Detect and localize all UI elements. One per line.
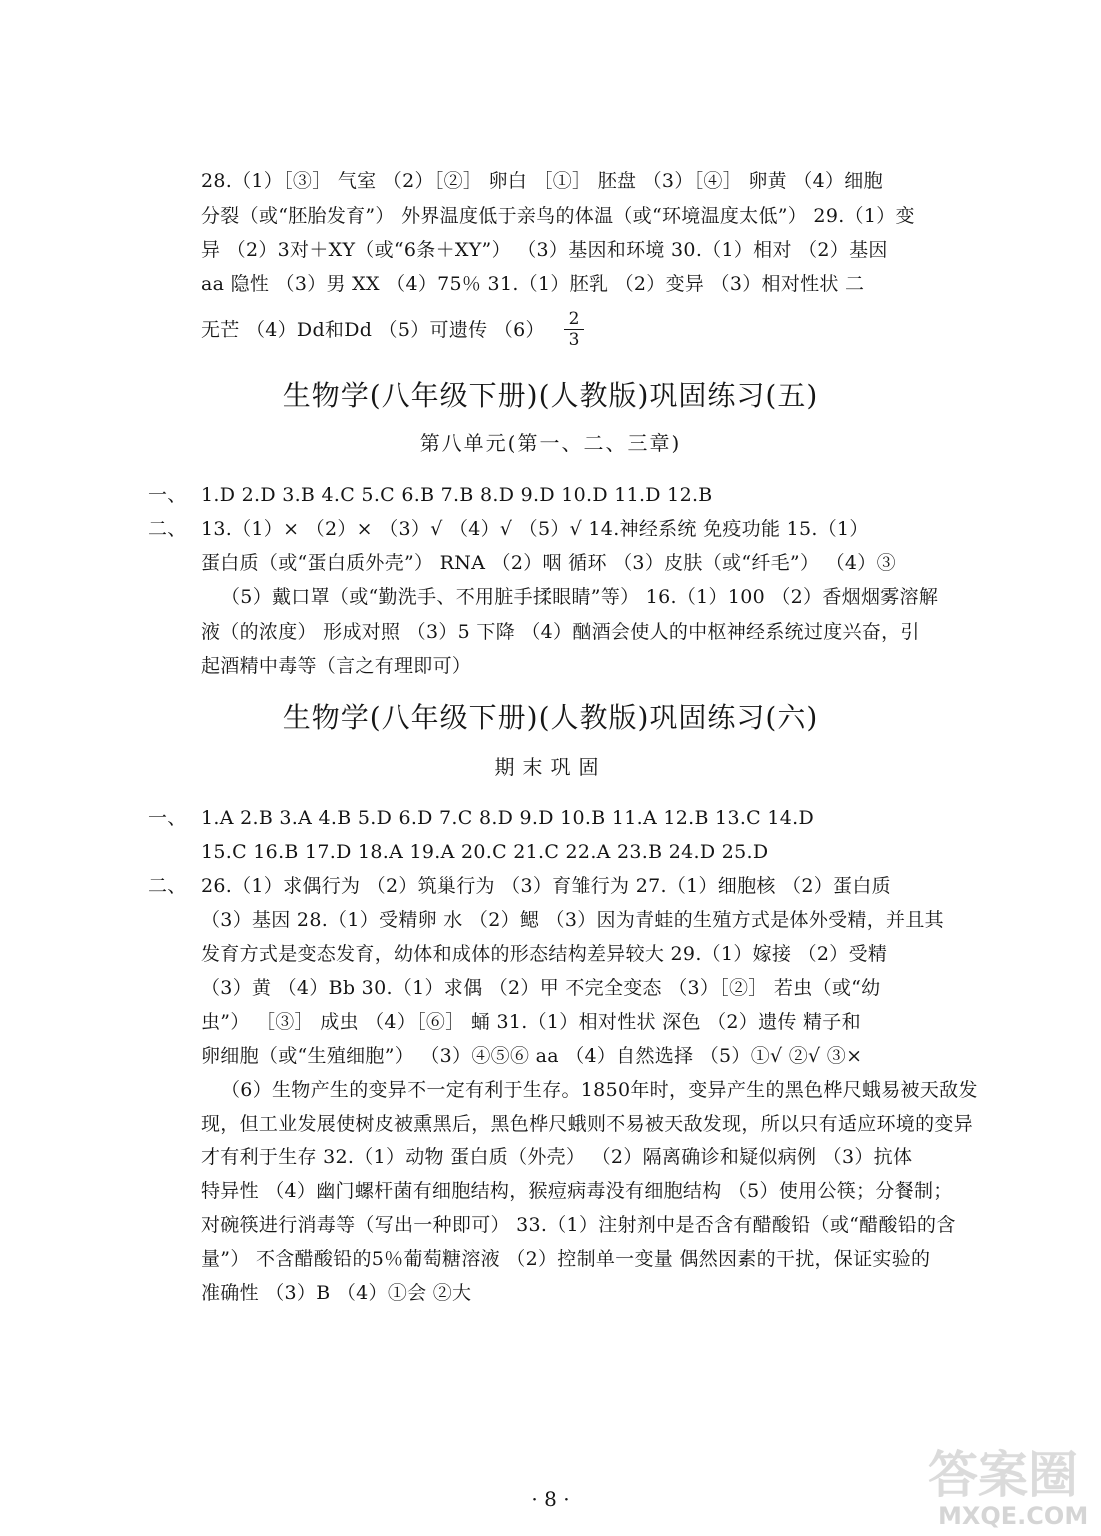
section6-subtitle: 期末巩固 bbox=[494, 755, 607, 779]
watermark-site-text: MXQE.COM bbox=[938, 1502, 1089, 1530]
watermark-logo-icon bbox=[924, 1434, 1094, 1530]
part-label: 二、 bbox=[148, 875, 187, 897]
fraction-two-thirds bbox=[564, 310, 584, 349]
watermark-logo-text: 答案圈 bbox=[928, 1446, 1078, 1504]
part-label: 一、 bbox=[148, 484, 187, 506]
part-label: 二、 bbox=[148, 518, 187, 540]
fraction-denominator: 3 bbox=[568, 330, 580, 350]
fraction-numerator: 2 bbox=[568, 309, 580, 329]
section5-subtitle: 第八单元(第一、二、三章) bbox=[419, 431, 682, 455]
section5-title: 生物学(八年级下册)(人教版)巩固练习(五) bbox=[282, 379, 819, 412]
page-number: · 8 · bbox=[531, 1487, 570, 1511]
answer-page: 28.（1）［③］ 气室 （2）［②］ 卵白 ［①］ 胚盘 （3）［④］ 卵黄 （4）细胞 分裂（或“胚胎发育”） 外界温度低于亲鸟的体温（或“环境温度太低”） 29.（1）变 异 （2）3对＋XY（或“6条＋XY”） （3）基因和环境 30.（1）相对 （2）基因 aa 隐性 （3）男 XX （4）75％ 31.（1）胚乳 （2）变异 （3）相对性状 二 无芒 （4）Dd和Dd （5）可遗传 （6） 2 3 生物学(八年级下册)(人教版)巩固练习(五) 第八单元(第一、二、三章) 一、 1.D 2.D 3.B 4.C 5.C 6.B 7.B 8.D 9.D 10.D 11.D 12.B 二、 13.（1）× （2）× （3）√ （4）√ （5）√ 14.神经系统 免疫功能 15.（1） 蛋白质（或“蛋白质外壳”） RNA （2）咽 循环 （3）皮肤（或“纤毛”） （4）③ （5）戴口罩（或“勤洗手、不用脏手揉眼睛”等） 16.（1）100 （2）香烟烟雾溶解 液（的浓度） 形成对照 （3）5 下降 （4）酗酒会使人的中枢神经系统过度兴奋，引 起酒精中毒等（言之有理即可） 生物学(八年级下册)(人教版)巩固练习(六) 期末巩固 一、 1.A 2.B 3.A 4.B 5.D 6.D 7.C 8.D 9.D 10.B 11.A 12.B 13.C 14.D 15.C 16.B 17.D 18.A 19.A 20.C 21.C 22.A 23.B 24.D 25.D 二、 26.（1）求偶行为 （2）筑巢行为 （3）育雏行为 27.（1）细胞核 （2）蛋白质 （3）基因 28.（1）受精卵 水 （2）鳃 （3）因为青蛙的生殖方式是体外受精，并且其 发育方式是变态发育，幼体和成体的形态结构差异较大 29.（1）嫁接 （2）受精 （3）黄 （4）Bb 30.（1）求偶 （2）甲 不完全变态 （3）［②］ 若虫（或“幼 虫”） ［③］ 成虫 （4）［⑥］ 蛹 31.（1）相对性状 深色 （2）遗传 精子和 卵细胞（或“生殖细胞”） （3）④⑤⑥ aa （4）自然选择 （5）①√ ②√ ③× （6）生物产生的变异不一定有利于生存。1850年时，变异产生的黑色桦尺蛾易被天敌发 现，但工业发展使树皮被熏黑后，黑色桦尺蛾则不易被天敌发现，所以只有适应环境的变异 才有利于生存 32.（1）动物 蛋白质（外壳） （2）隔离确诊和疑似病例 （3）抗体 特异性 （4）幽门螺杆菌有细胞结构，猴痘病毒没有细胞结构 （5）使用公筷；分餐制； 对碗筷进行消毒等（写出一种即可） 33.（1）注射剂中是否含有醋酸铅（或“醋酸铅的含 量”） 不含醋酸铅的5％葡萄糖溶液 （2）控制单一变量 偶然因素的干扰，保证实验的 准确性 （3）B （4）①会 ②大 · 8 · 答案圈 MXQE.COM bbox=[0, 0, 1101, 1536]
part-label: 一、 bbox=[148, 807, 187, 829]
section6-title: 生物学(八年级下册)(人教版)巩固练习(六) bbox=[282, 701, 819, 734]
